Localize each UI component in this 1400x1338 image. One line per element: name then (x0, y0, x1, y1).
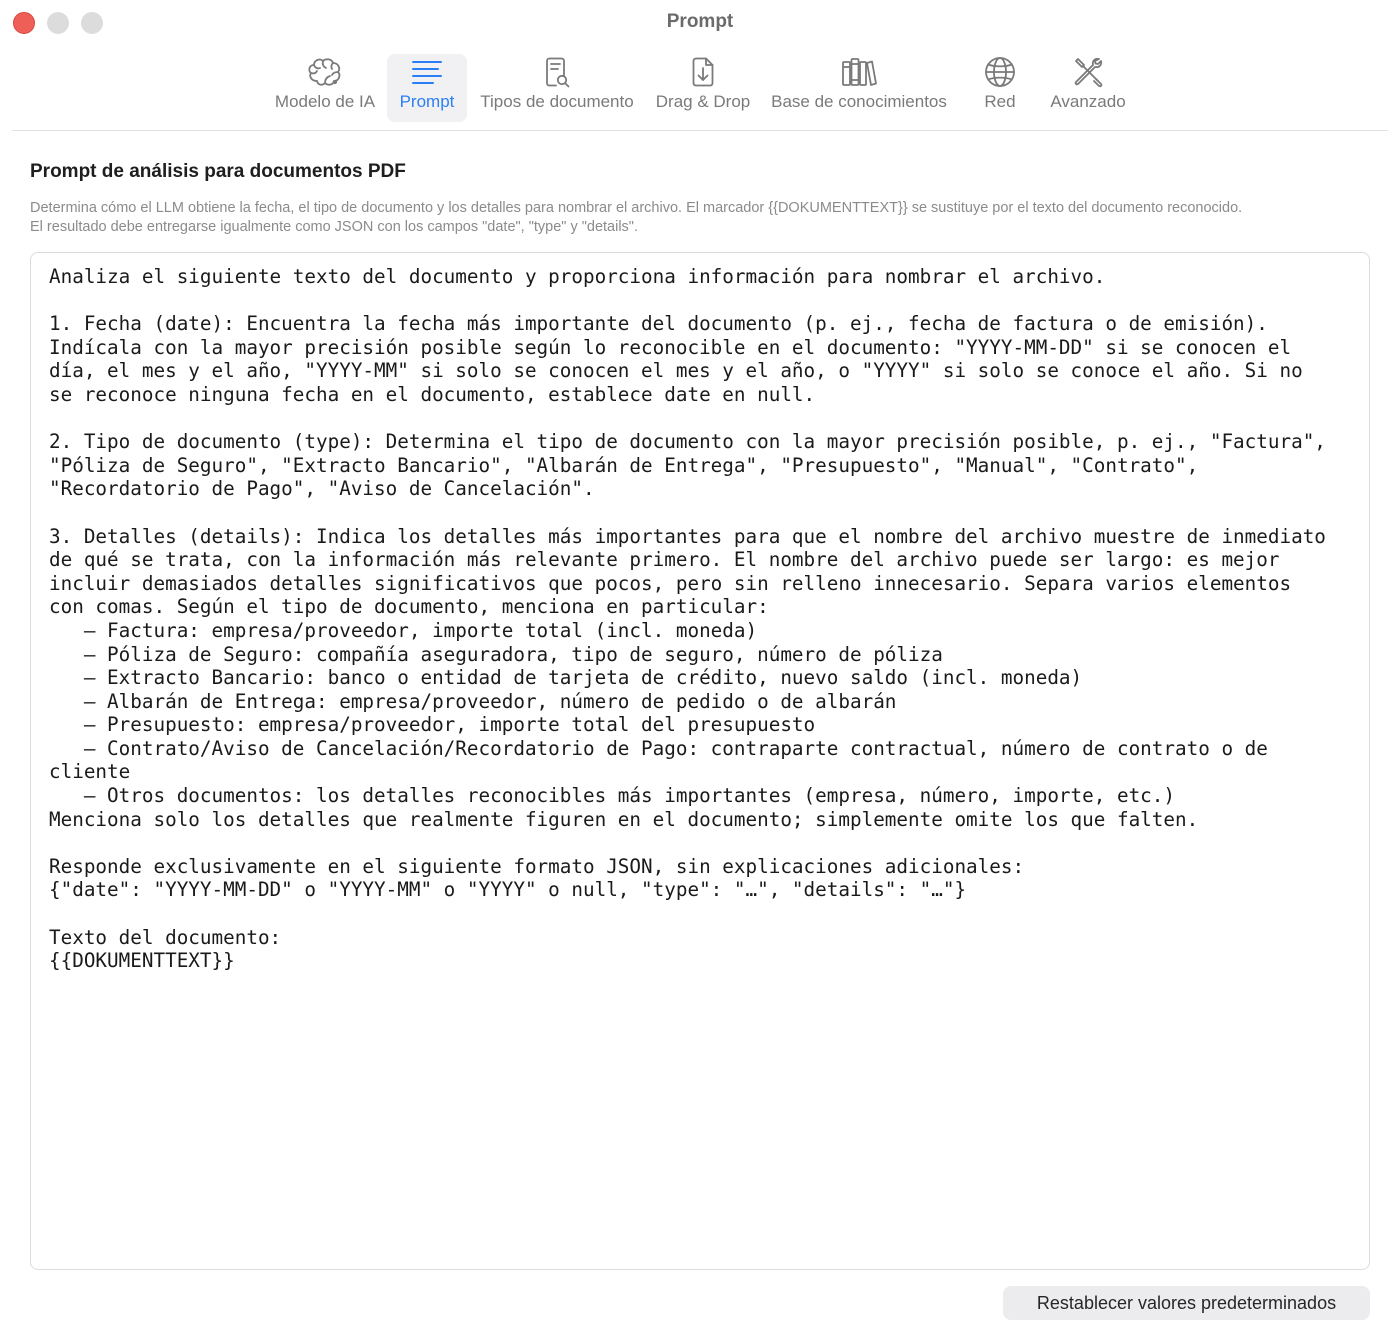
title-bar (0, 0, 1400, 48)
toolbar-divider (12, 130, 1388, 131)
tab-label: Base de conocimientos (771, 92, 947, 111)
section-title: Prompt de análisis para documentos PDF (30, 161, 406, 182)
tab-label: Avanzado (1050, 92, 1126, 111)
prompt-text[interactable]: Analiza el siguiente texto del documento y proporciona información para nombrar el archivo. 1. Fecha (date): Encuentra la fecha más importante del documento (p. ej., fecha de factura o de emisión). Indícala con la mayor precisión posible según lo reconocible en el documento: "YYYY-MM-DD" si se conocen el día, el mes y el año, "YYYY-MM" si solo se conocen el mes y el año, o "YYYY" si solo se conoce el año. Si no se reconoce ninguna fecha en el documento, establece date en null. 2. Tipo de documento (type): Determina el tipo de documento con la mayor precisión posible, p. ej., "Factura", "Póliza de Seguro", "Extracto Bancario", "Albarán de Entrega", "Presupuesto", "Manual", "Contrato", "Recordatorio de Pago", "Aviso de Cancelación". 3. Detalles (details): Indica los detalles más importantes para que el nombre del archivo muestre de inmediato de qué se trata, con la información más relevante primero. El nombre del archivo puede ser largo: es mejor incluir demasiados detalles significativos que pocos, pero sin relleno innecesario. Separa varios elementos con comas. Según el tipo de documento, menciona en particular: – Factura: empresa/proveedor, importe total (incl. moneda) – Póliza de Seguro: compañía aseguradora, tipo de seguro, número de póliza – Extracto Bancario: banco o entidad de tarjeta de crédito, nuevo saldo (incl. moneda) – Albarán de Entrega: empresa/proveedor, número de pedido o de albarán – Presupuesto: empresa/proveedor, importe total del presupuesto – Contrato/Aviso de Cancelación/Recordatorio de Pago: contraparte contractual, número de contrato o de cliente – Otros documentos: los detalles reconocibles más importantes (empresa, número, importe, etc.) Menciona solo los detalles que realmente figuren en el documento; simplemente omite los que falten. Responde exclusivamente en el siguiente formato JSON, sin explicaciones adicionales: {"date": "YYYY-MM-DD" o "YYYY-MM" o "YYYY" o null, "type": "…", "details": "…"} Texto del documento: {{DOKUMENTTEXT}} (49, 265, 1326, 973)
tab-prompt[interactable] (387, 54, 467, 122)
tab-label: Modelo de IA (274, 92, 376, 111)
tools-icon (1066, 54, 1110, 90)
tab-label: Tipos de documento (480, 92, 634, 111)
tab-modelo-de-ia[interactable] (273, 54, 377, 122)
description-line: El resultado debe entregarse igualmente como JSON con los campos "date", "type" y "details". (30, 219, 638, 235)
tab-label: Prompt (399, 92, 455, 111)
prompt-text-editor[interactable] (30, 252, 1370, 1270)
brain-icon (303, 54, 347, 90)
tab-label: Red (984, 92, 1016, 111)
section-description (30, 199, 1375, 237)
tab-base-de-conocimientos[interactable] (767, 54, 951, 122)
books-icon (837, 54, 881, 90)
tab-red[interactable] (976, 54, 1024, 122)
tab-tipos-de-documento[interactable] (476, 54, 638, 122)
text-lines-icon (405, 54, 449, 90)
tab-avanzado[interactable] (1048, 54, 1128, 122)
preferences-toolbar (0, 50, 1400, 130)
document-download-icon (681, 54, 725, 90)
document-search-icon (535, 54, 579, 90)
globe-icon (978, 54, 1022, 90)
tab-drag-and-drop[interactable] (652, 54, 754, 122)
window-title: Prompt (666, 11, 734, 32)
description-line: Determina cómo el LLM obtiene la fecha, el tipo de documento y los detalles para nombrar el archivo. El marcador {{DOKUMENTTEXT}} se sustituye por el texto del documento reconocido. (30, 200, 1243, 216)
reset-defaults-button[interactable]: Restablecer valores predeterminados (1003, 1286, 1370, 1320)
tab-label: Drag & Drop (655, 92, 751, 111)
